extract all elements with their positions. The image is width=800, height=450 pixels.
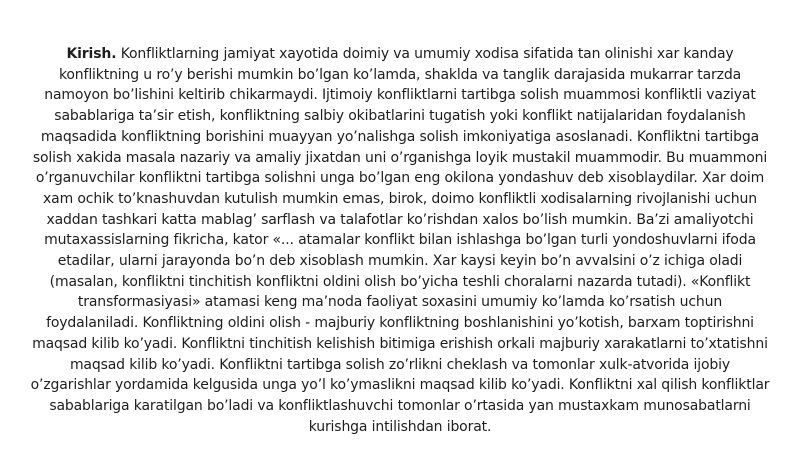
body-text: Konfliktlarning jamiyat xayotida doimiy va umumiy xodisa sifatida tan olinishi xar kanday konfliktning u ro’y berishi mumkin bo’lgan ko’lamda, shaklda va tanglik darajasida mukarrar tarzda namoyon bo’lishini keltirib chikarmaydi. Ijtimoiy konfliktlarni tartibga solish muammosi konfliktli vaziyat sabablariga ta’sir etish, konfliktning salbiy okibatlarini tugatish yoki konflikt natijalaridan foydalanish maqsadida konfliktning borishini muayyan yo’nalishga solish imkoniyatiga asoslanadi. Konfliktni tartibga solish xakida masala nazariy va amaliy jixatdan uni o’rganishga loyik mustakil muammodir. Bu muammoni o’rganuvchilar konfliktni tartibga solishni unga bo’lgan eng okilona yondashuv deb xisoblaydilar. Xar doim xam ochik to’knashuvdan kutulish mumkin emas, birok, doimo konfliktli xodisalarning rivojlanishi uchun xaddan tashkari katta mablag’ sarflash va talafotlar ko’rishdan xalos bo’lish mumkin. Ba’zi amaliyotchi mutaxassislarning fikricha, kator «... atamalar konflikt bilan ishlashga bo’lgan turli yondoshuvlarni ifoda etadilar, ularni jarayonda bo’n deb xisoblash mumkin. Xar kaysi keyin bo’n avvalsini o’z ichiga oladi (masalan, konfliktni tinchitish konfliktni oldini olish bo’yicha teshli choralarni nazarda tutadi). «Konflikt transformasiyasi» atamasi keng ma’noda faoliyat soxasini umumiy ko’lamda ko’rsatish uchun foydalaniladi. Konfliktning oldini olish - majburiy konfliktning boshlanishini yo’kotish, barxam toptirishni maqsad kilib ko’yadi. Konfliktni tinchitish kelishish bitimiga erishish orkali majburiy xarakatlarni to’xtatishni maqsad kilib ko’yadi. Konfliktni tartibga solish zo’rlikni cheklash va tomonlar xulk-atvorida ijobiy o’zgarishlar yordamida kelgusida unga yo’l ko’ymaslikni maqsad kilib ko’yadi. Konfliktni xal qilish konfliktlar sabablariga karatilgan bo’ladi va konfliktlashuvchi tomonlar o’rtasida yan mustaxkam munosabatlarni kurishga intilishdan iborat.	[30, 46, 770, 435]
body-paragraph	[30, 44, 770, 437]
section-heading: Kirish.	[66, 46, 117, 62]
